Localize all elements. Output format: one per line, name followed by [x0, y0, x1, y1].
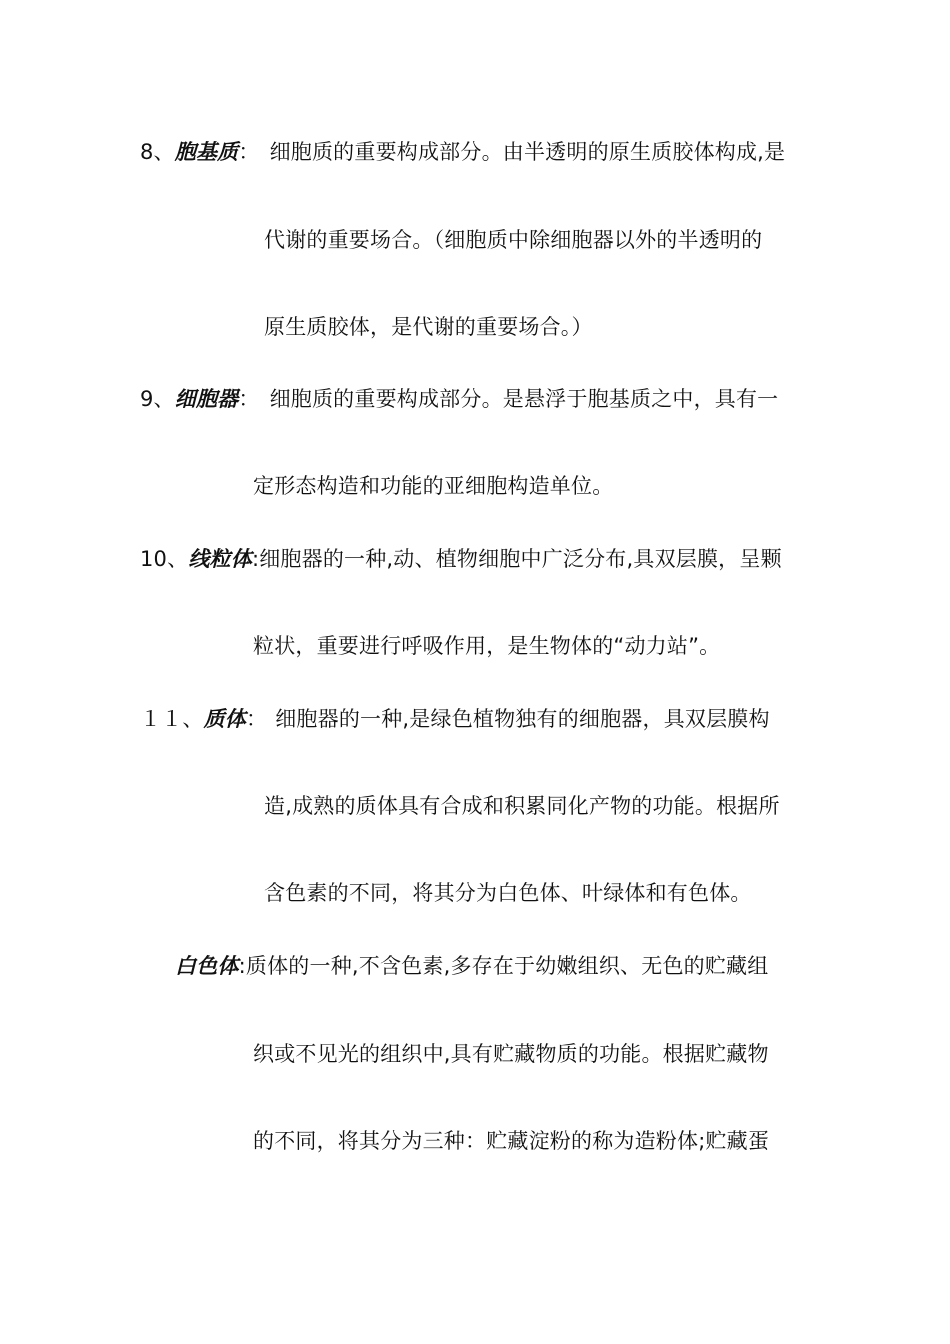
entry-number: 8、 — [140, 140, 175, 164]
entry-number: 10、 — [140, 547, 189, 571]
term-cytosol: 胞基质 — [174, 140, 239, 164]
term-plastid: 质体 — [203, 707, 247, 731]
definition-text: 细胞器的一种,是绿色植物独有的细胞器，具双层膜构 — [275, 707, 770, 731]
entry-number: 9、 — [140, 387, 175, 411]
term-colon: ： — [238, 140, 260, 164]
entry-9-line-1 — [140, 385, 778, 413]
entry-10-line-1 — [140, 545, 782, 573]
term-organelle: 细胞器 — [174, 387, 239, 411]
entry-8-line-1 — [140, 138, 785, 166]
term-mitochondria: 线粒体 — [188, 547, 252, 571]
definition-text: 质体的一种,不含色素,多存在于幼嫩组织、无色的贮藏组 — [245, 954, 769, 978]
subentry-leucoplast-line-1 — [175, 952, 768, 980]
term-colon: : — [238, 954, 246, 978]
entry-11-line-3: 含色素的不同，将其分为白色体、叶绿体和有色体。 — [264, 881, 752, 905]
definition-text: 细胞器的一种,动、植物细胞中广泛分布,具双层膜，呈颗 — [259, 547, 782, 571]
term-colon: : — [251, 547, 260, 571]
entry-11-line-2: 造,成熟的质体具有合成和积累同化产物的功能。根据所 — [264, 794, 780, 818]
entry-number: １１、 — [140, 707, 204, 731]
subentry-leucoplast-line-3: 的不同，将其分为三种：贮藏淀粉的称为造粉体;贮藏蛋 — [253, 1129, 770, 1153]
subentry-leucoplast-line-2: 织或不见光的组织中,具有贮藏物质的功能。根据贮藏物 — [253, 1042, 769, 1066]
entry-10-line-2: 粒状，重要进行呼吸作用，是生物体的“动力站”。 — [253, 634, 721, 658]
term-leucoplast: 白色体 — [175, 954, 239, 978]
entry-9-line-2: 定形态构造和功能的亚细胞构造单位。 — [253, 474, 614, 498]
entry-11-line-1 — [140, 705, 770, 733]
entry-8-line-3: 原生质胶体，是代谢的重要场合。） — [264, 315, 593, 339]
term-colon: ： — [246, 707, 268, 731]
definition-text: 细胞质的重要构成部分。是悬浮于胞基质之中，具有一 — [269, 387, 779, 411]
definition-text: 细胞质的重要构成部分。由半透明的原生质胶体构成,是 — [269, 140, 786, 164]
entry-8-line-2: 代谢的重要场合。（细胞质中除细胞器以外的半透明的 — [264, 228, 763, 252]
term-colon: ： — [238, 387, 260, 411]
